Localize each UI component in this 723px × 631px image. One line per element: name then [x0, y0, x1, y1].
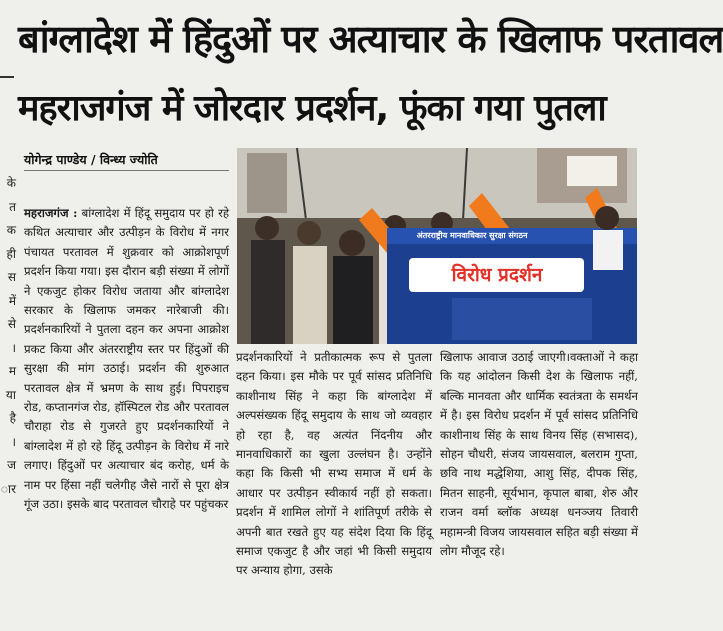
fragment-line: म: [8, 364, 16, 378]
fragment-line: ार: [0, 481, 16, 496]
fragment-line: या: [5, 387, 16, 402]
banner-title: विरोध प्रदर्शन: [451, 264, 543, 286]
protest-photo: [237, 148, 637, 344]
byline: योगेन्द्र पाण्डेय / विन्ध्य ज्योति: [24, 152, 158, 167]
article-column-3: [440, 348, 638, 561]
headline-line-1: बांग्लादेश में हिंदुओं पर अत्याचार के खिलाफ परतावल: [18, 17, 723, 61]
adjacent-article-fragment: [0, 172, 16, 496]
fragment-line: ।: [11, 434, 16, 449]
headline-line-2: महराजगंज में जोरदार प्रदर्शन, फूंका गया पुतला: [18, 88, 606, 129]
fragment-line: है: [9, 411, 16, 425]
fragment-line: से: [7, 317, 16, 331]
column-rule: [0, 76, 14, 78]
fragment-line: ज: [7, 458, 16, 472]
fragment-line: ।: [11, 340, 16, 355]
fragment-line: स: [7, 270, 16, 284]
column-3-text: खिलाफ आवाज उठाई जाएगी।वक्ताओं ने कहा कि यह आंदोलन किसी देश के खिलाफ नहीं, बल्कि मानवता और धार्मिक स्वतंत्रता के समर्थन में है। इस विरोध प्रदर्शन में पूर्व सांसद प्रतिनिधि काशीनाथ सिंह के साथ विनय सिंह (सभासद), सोहन चौधरी, संजय जायसवाल, बलराम गुप्ता, छवि नाथ मद्धेशिया, आशु सिंह, दीपक सिंह, मितन साहनी, सूर्यभान, कृपाल बाबा, शेरु और राजन वर्मा ब्लॉक अध्यक्ष धनञ्जय तिवारी महामन्त्री विजय जायसवाल सहित बड़ी संख्या में लोग मौजूद रहे।: [440, 350, 638, 559]
article-column-1: [24, 204, 229, 515]
article-column-2: [236, 348, 432, 581]
fragment-line: त: [9, 199, 16, 214]
byline-divider: [24, 170, 229, 171]
column-1-text: बांग्लादेश में हिंदू समुदाय पर हो रहे कथित अत्याचार और उत्पीड़न के विरोध में नगर पंचायत परतावल में शुक्रवार को आक्रोशपूर्ण प्रदर्शन किया गया। इस दौरान बड़ी संख्या में लोगों ने एकजुट होकर विरोध जताया और बांग्लादेश सरकार के खिलाफ जमकर नारेबाजी की। प्रदर्शनकारियों ने पुतला दहन कर अपना आक्रोश प्रकट किया और अंतरराष्ट्रीय स्तर पर हिंदुओं की सुरक्षा की मांग उठाई। प्रदर्शन की शुरुआत परतावल क्षेत्र में भ्रमण के साथ हुई। पिपराइच रोड, कप्तानगंज रोड, हॉस्पिटल रोड और परतावल चौराहा रोड से गुजरते हुए प्रदर्शनकारियों ने बांग्लादेश में हो रहे हिंदू उत्पीड़न के विरोध में नारे लगाए। हिंदुओं पर अत्याचार बंद करोह, धर्म के नाम पर हिंसा नहीं चलेगीह जैसे नारों से पूरा क्षेत्र गूंज उठा। इसके बाद परतावल चौराहे पर पहुंचकर: [24, 206, 229, 512]
banner-organization: अंतरराष्ट्रीय मानवाधिकार सुरक्षा संगठन: [416, 231, 528, 240]
photo-illustration: [237, 148, 637, 344]
fragment-line: के: [6, 176, 16, 190]
fragment-line: में: [8, 293, 16, 308]
dateline: महराजगंज :: [24, 206, 78, 220]
column-2-text: प्रदर्शनकारियों ने प्रतीकात्मक रूप से पुतला दहन किया। इस मौके पर पूर्व सांसद प्रतिनिधि काशीनाथ सिंह ने कहा कि बांग्लादेश में अल्पसंख्यक हिंदू समुदाय के साथ जो व्यवहार हो रहा है, वह अत्यंत निंदनीय और मानवाधिकारों का खुला उल्लंघन है। उन्होंने कहा कि किसी भी सभ्य समाज में धर्म के आधार पर उत्पीड़न स्वीकार्य नहीं हो सकता। प्रदर्शन में शामिल लोगों ने शांतिपूर्ण तरीके से अपनी बात रखते हुए यह संदेश दिया कि हिंदू समाज एकजुट है और जहां भी किसी समुदाय पर अन्याय होगा, उसके: [236, 350, 432, 578]
fragment-line: ही: [6, 246, 16, 261]
fragment-line: क: [6, 223, 16, 237]
